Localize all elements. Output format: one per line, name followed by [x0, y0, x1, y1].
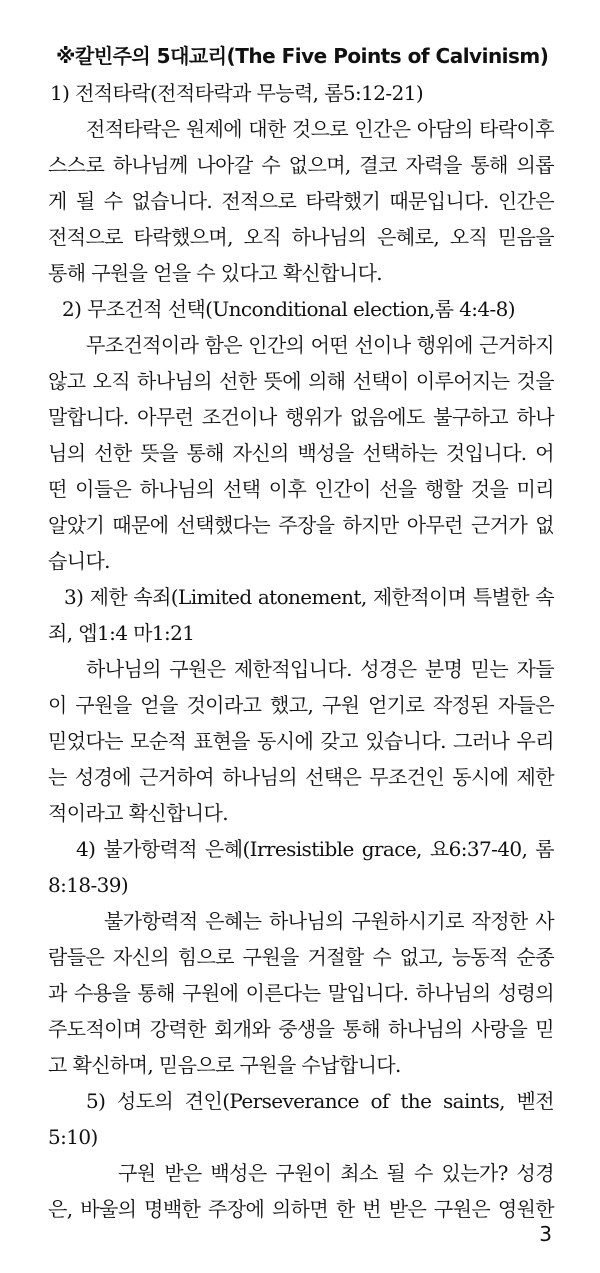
body-line: 주도적이며 강력한 회개와 중생을 통해 하나님의 사랑을 믿 — [48, 1017, 554, 1041]
section-heading-continuation: 5:10) — [48, 1125, 98, 1149]
body-line: 전적타락은 원제에 대한 것으로 인간은 아담의 타락이후 — [86, 117, 554, 141]
body-line: 람들은 자신의 힘으로 구원을 거절할 수 없고, 능동적 순종 — [48, 945, 554, 969]
body-line: 적이라고 확신합니다. — [48, 801, 228, 825]
body-line: 님의 선한 뜻을 통해 자신의 백성을 선택하는 것입니다. 어 — [48, 441, 554, 465]
section-heading-perseverance: 5) 성도의 견인(Perseverance of the saints, 벧전 — [86, 1089, 554, 1113]
body-line: 구원 받은 백성은 구원이 최소 될 수 있는가? 성경 — [118, 1161, 554, 1185]
section-heading-total-depravity: 1) 전적타락(전적타락과 무능력, 롬5:12-21) — [50, 81, 424, 105]
body-line: 은, 바울의 명백한 주장에 의하면 한 번 받은 구원은 영원한 — [48, 1197, 554, 1221]
section-heading-irresistible-grace: 4) 불가항력적 은혜(Irresistible grace, 요6:37-40, 롬 — [76, 837, 554, 861]
body-line: 고 확신하며, 믿음으로 구원을 수납합니다. — [48, 1053, 401, 1077]
body-line: 게 될 수 없습니다. 전적으로 타락했기 때문입니다. 인간은 — [48, 189, 554, 213]
body-line: 통해 구원을 얻을 수 있다고 확신합니다. — [48, 261, 383, 285]
section-heading-limited-atonement: 3) 제한 속죄(Limited atonement, 제한적이며 특별한 속 — [64, 585, 554, 609]
body-line: 알았기 때문에 선택했다는 주장을 하지만 아무런 근거가 없 — [48, 513, 554, 537]
body-line: 스스로 하나님께 나아갈 수 없으며, 결코 자력을 통해 의롭 — [48, 153, 554, 177]
body-line: 믿었다는 모순적 표현을 동시에 갖고 있습니다. 그러나 우리 — [48, 729, 554, 753]
section-heading-continuation: 죄, 엡1:4 마1:21 — [48, 621, 195, 645]
body-line: 불가항력적 은혜는 하나님의 구원하시기로 작정한 사 — [104, 909, 554, 933]
body-line: 과 수용을 통해 구원에 이른다는 말입니다. 하나님의 성령의 — [48, 981, 554, 1005]
body-line: 떤 이들은 하나님의 선택 이후 인간이 선을 행할 것을 미리 — [48, 477, 554, 501]
body-line: 않고 오직 하나님의 선한 뜻에 의해 선택이 이루어지는 것을 — [48, 369, 554, 393]
document-title: ※칼빈주의 5대교리(The Five Points of Calvinism) — [56, 44, 549, 68]
body-line: 무조건적이라 함은 인간의 어떤 선이나 행위에 근거하지 — [86, 333, 554, 357]
body-line: 습니다. — [48, 549, 110, 573]
body-line: 전적으로 타락했으며, 오직 하나님의 은혜로, 오직 믿음을 — [48, 225, 554, 249]
body-line: 는 성경에 근거하여 하나님의 선택은 무조건인 동시에 제한 — [48, 765, 554, 789]
section-heading-continuation: 8:18-39) — [48, 873, 129, 897]
section-heading-unconditional-election: 2) 무조건적 선택(Unconditional election,롬 4:4-8) — [62, 297, 515, 321]
body-line: 하나님의 구원은 제한적입니다. 성경은 분명 믿는 자들 — [86, 657, 554, 681]
body-line: 이 구원을 얻을 것이라고 했고, 구원 얻기로 작정된 자들은 — [48, 693, 554, 717]
page-number: 3 — [539, 1222, 552, 1246]
body-line: 말합니다. 아무런 조건이나 행위가 없음에도 불구하고 하나 — [48, 405, 554, 429]
